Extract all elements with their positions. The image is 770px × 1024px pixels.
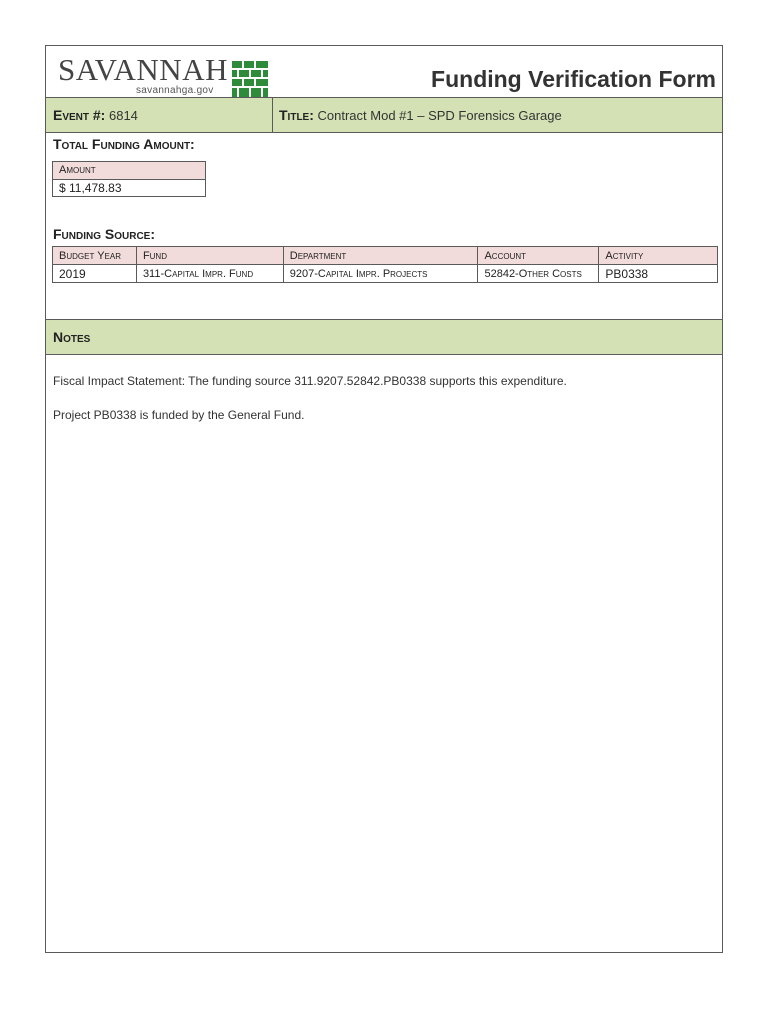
- event-bar: [46, 97, 722, 133]
- event-title-label: Title:: [279, 107, 314, 123]
- event-title-cell: [279, 107, 562, 123]
- col-fund: Fund: [136, 247, 283, 265]
- cell-account: 52842-Other Costs: [478, 265, 599, 283]
- col-budget-year: Budget Year: [53, 247, 137, 265]
- cell-fund: 311-Capital Impr. Fund: [136, 265, 283, 283]
- logo-url: savannahga.gov: [136, 85, 214, 96]
- total-funding-label: Total Funding Amount:: [53, 136, 195, 152]
- col-department: Department: [283, 247, 478, 265]
- amount-value: $ 11,478.83: [59, 181, 122, 195]
- cell-department: 9207-Capital Impr. Projects: [283, 265, 478, 283]
- notes-label: Notes: [53, 329, 91, 345]
- col-activity: Activity: [599, 247, 718, 265]
- col-account: Account: [478, 247, 599, 265]
- funding-source-table: [52, 246, 718, 283]
- brick-square-icon: [232, 61, 268, 97]
- funding-source-label: Funding Source:: [53, 226, 155, 242]
- cell-budget-year: 2019: [53, 265, 137, 283]
- event-title-value: Contract Mod #1 – SPD Forensics Garage: [317, 108, 562, 123]
- funding-verification-form: [45, 45, 723, 953]
- table-header-row: [53, 247, 718, 265]
- note-line-fiscal-impact: Fiscal Impact Statement: The funding source 311.9207.52842.PB0338 supports this expenditure.: [53, 374, 567, 388]
- form-title: Funding Verification Form: [431, 66, 716, 92]
- savannah-logo: [58, 52, 258, 98]
- event-number-label: Event #:: [53, 107, 106, 123]
- amount-header: Amount: [53, 162, 205, 180]
- event-number-value: 6814: [108, 108, 138, 123]
- note-line-project: Project PB0338 is funded by the General Fund.: [53, 408, 305, 422]
- table-row: [53, 265, 718, 283]
- cell-activity: PB0338: [599, 265, 718, 283]
- event-number-cell: [46, 98, 273, 132]
- amount-box: [52, 161, 206, 197]
- logo-wordmark: SAVANNAH: [58, 52, 228, 87]
- notes-bar: [46, 319, 722, 355]
